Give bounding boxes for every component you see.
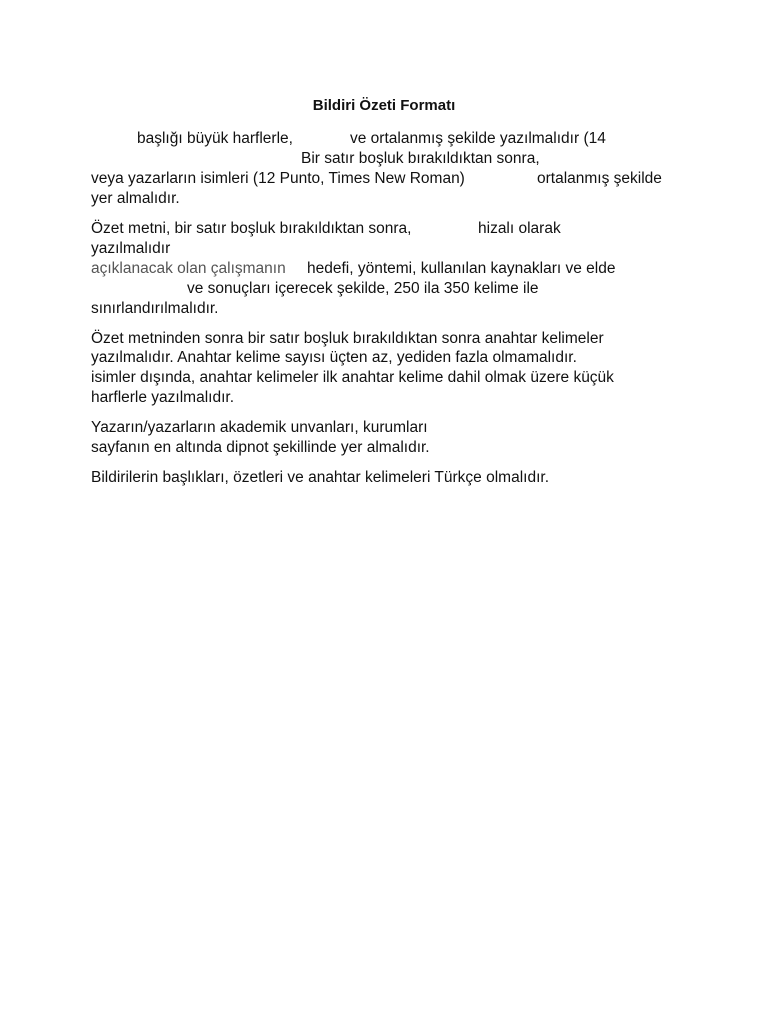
paragraph-4-line-2: sayfanın en altında dipnot şekillinde yer almalıdır. [91, 439, 430, 456]
paragraph-1-line-4: yer almalıdır. [91, 190, 180, 207]
paragraph-3-line-2: yazılmalıdır. Anahtar kelime sayısı üçten az, yediden fazla olmamalıdır. [91, 349, 577, 366]
paragraph-3-line-1: Özet metninden sonra bir satır boşluk bırakıldıktan sonra anahtar kelimeler [91, 330, 604, 347]
paragraph-3-line-3: isimler dışında, anahtar kelimeler ilk anahtar kelime dahil olmak üzere küçük [91, 369, 614, 386]
paragraph-2-line-3a: açıklanacak olan çalışmanın [91, 260, 286, 277]
paragraph-2-line-1a: Özet metni, bir satır boşluk bırakıldıktan sonra, [91, 220, 412, 237]
paragraph-1-line-1a: başlığı büyük harflerle, [137, 130, 293, 147]
paragraph-2-line-2: yazılmalıdır [91, 240, 171, 257]
page-title: Bildiri Özeti Formatı [312, 97, 456, 114]
paragraph-3-line-4: harflerle yazılmalıdır. [91, 389, 234, 406]
paragraph-1-line-3a: veya yazarların isimleri (12 Punto, Times New Roman) [91, 170, 465, 187]
paragraph-2-line-4: ve sonuçları içerecek şekilde, 250 ila 350 kelime ile [187, 280, 539, 297]
paragraph-2-line-3b: hedefi, yöntemi, kullanılan kaynakları ve elde [307, 260, 616, 277]
paragraph-4-line-1: Yazarın/yazarların akademik unvanları, kurumları [91, 419, 428, 436]
paragraph-1-line-1b: ve ortalanmış şekilde yazılmalıdır (14 [350, 130, 606, 147]
paragraph-2-line-5: sınırlandırılmalıdır. [91, 300, 219, 317]
paragraph-1-line-2: Bir satır boşluk bırakıldıktan sonra, [301, 150, 540, 167]
paragraph-2-line-1b: hizalı olarak [478, 220, 561, 237]
paragraph-5-line-1: Bildirilerin başlıkları, özetleri ve anahtar kelimeleri Türkçe olmalıdır. [91, 469, 549, 486]
paragraph-1-line-3b: ortalanmış şekilde [537, 170, 662, 187]
